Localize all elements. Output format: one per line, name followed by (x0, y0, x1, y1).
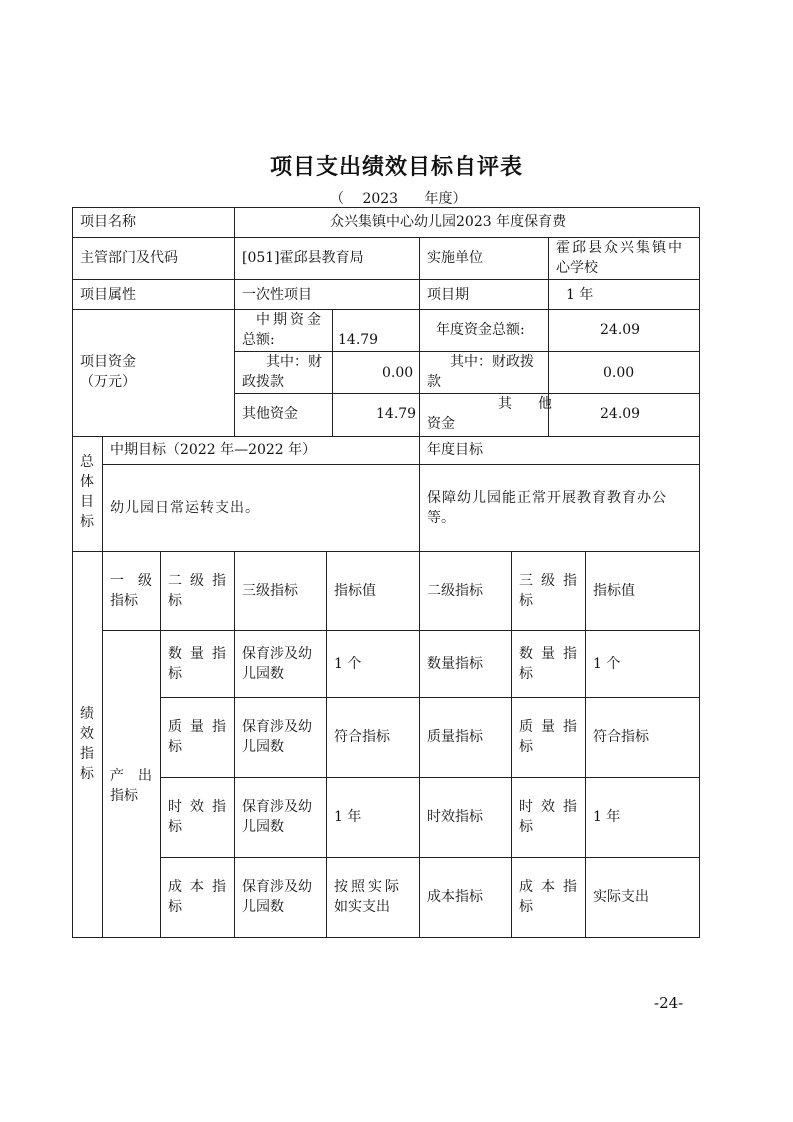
row2-level3b-line2: 标 (519, 739, 533, 755)
row3-level3-line2: 儿园数 (242, 819, 284, 835)
row4-level3b-line1: 成本指 (519, 879, 585, 895)
row2-level3-line2: 儿园数 (242, 739, 284, 755)
row4-level3-line1: 保育涉及幼 (242, 879, 312, 895)
mid-total-label-line1: 中期资金 (256, 312, 324, 328)
year-open: （ (330, 191, 344, 207)
funds-label-line2: （万元） (80, 374, 136, 390)
row3-valueb: 1 年 (593, 809, 621, 825)
annual-goal-text-line2: 等。 (427, 510, 455, 526)
header-valueb: 指标值 (593, 583, 635, 599)
header-level2-line1: 二级指 (168, 573, 234, 589)
header-level3b-line1: 三级指 (519, 573, 585, 589)
dept-value: [051]霍邱县教育局 (242, 250, 364, 266)
overall-label-char-1: 总 (80, 454, 94, 470)
header-level1-line2: 指标 (110, 593, 138, 609)
annual-fiscal-value: 0.00 (603, 365, 635, 381)
mid-other-value: 14.79 (376, 406, 417, 422)
annual-goal-text-line1: 保障幼儿园能正常开展教育教育办公 (427, 490, 667, 506)
annual-goal-header: 年度目标 (427, 442, 483, 458)
row3-level3-line1: 保育涉及幼 (242, 799, 312, 815)
project-name-value: 众兴集镇中心幼儿园2023 年度保育费 (330, 214, 567, 230)
row1-level3b-line2: 标 (519, 666, 533, 682)
row4-valueb: 实际支出 (593, 889, 649, 905)
mid-fiscal-value: 0.00 (382, 365, 414, 381)
row1-level2-line2: 标 (168, 666, 182, 682)
indicators-label-char-4: 标 (80, 766, 94, 782)
row4-level2-line2: 标 (168, 899, 182, 915)
funds-label-line1: 项目资金 (80, 354, 136, 370)
row1-level2-line1: 数量指 (168, 646, 234, 662)
impl-value-line1: 霍邱县众兴集镇中 (556, 240, 684, 256)
annual-fiscal-label-line2: 款 (427, 374, 441, 390)
indicators-label-char-2: 效 (80, 726, 94, 742)
page-title: 项目支出绩效目标自评表 (269, 155, 523, 180)
annual-fiscal-label-line1: 其中：财政拨 (450, 354, 534, 370)
project-name-label: 项目名称 (80, 214, 136, 230)
header-level3b-line2: 标 (519, 593, 533, 609)
annual-total-value: 24.09 (600, 322, 641, 338)
mid-fiscal-label-line2: 政拨款 (242, 374, 284, 390)
row3-level2-line1: 时效指 (168, 799, 234, 815)
indicators-label-char-3: 指 (80, 746, 94, 762)
row3-level2-line2: 标 (168, 819, 182, 835)
annual-other-label-line1: 其 他 (498, 396, 558, 412)
row4-value-line1: 按照实际 (334, 879, 402, 895)
dept-label: 主管部门及代码 (80, 250, 178, 266)
row1-level3-line2: 儿园数 (242, 666, 284, 682)
row4-level2-line1: 成本指 (168, 879, 234, 895)
header-level2-line2: 标 (168, 593, 182, 609)
row3-level2b: 时效指标 (427, 809, 483, 825)
period-label: 项目期 (427, 287, 469, 303)
impl-label: 实施单位 (427, 250, 483, 266)
row2-level3-line1: 保育涉及幼 (242, 719, 312, 735)
row2-level3b-line1: 质量指 (519, 719, 585, 735)
attr-label: 项目属性 (80, 287, 136, 303)
row2-valueb: 符合指标 (593, 729, 649, 745)
row4-level3-line2: 儿园数 (242, 899, 284, 915)
row3-value-line1: 1 年 (334, 809, 362, 825)
year-value: 2023 (362, 191, 399, 207)
header-level3: 三级指标 (242, 583, 298, 599)
overall-label-char-3: 目 (80, 494, 94, 510)
annual-other-label-line2: 资金 (427, 416, 455, 432)
mid-total-label-line2: 总额: (242, 332, 275, 348)
row3-level3b-line2: 标 (519, 819, 533, 835)
row1-level3-line1: 保育涉及幼 (242, 646, 312, 662)
mid-goal-header: 中期目标（2022 年—2022 年） (110, 442, 317, 458)
mid-goal-text: 幼儿园日常运转支出。 (110, 500, 260, 516)
row4-level2b: 成本指标 (427, 889, 483, 905)
output-label-line1: 产 出 (110, 768, 152, 784)
row1-level3b-line1: 数量指 (519, 646, 585, 662)
mid-total-value: 14.79 (338, 332, 379, 348)
annual-total-label: 年度资金总额: (436, 322, 525, 338)
overall-label-char-2: 体 (80, 474, 94, 490)
header-value: 指标值 (334, 583, 376, 599)
row2-level2b: 质量指标 (427, 729, 483, 745)
mid-fiscal-label-line1: 其中：财 (266, 354, 322, 370)
overall-label-char-4: 标 (80, 514, 94, 530)
page-number: -24- (654, 994, 684, 1012)
attr-value: 一次性项目 (242, 287, 312, 303)
year-suffix: 年度） (424, 191, 467, 207)
row4-value-line2: 如实支出 (334, 899, 390, 915)
row1-level2b: 数量指标 (427, 656, 483, 672)
row4-level3b-line2: 标 (519, 899, 533, 915)
row1-valueb: 1 个 (593, 656, 621, 672)
row2-value-line1: 符合指标 (334, 729, 390, 745)
year-line (330, 188, 467, 208)
period-value: 1 年 (566, 287, 594, 303)
annual-other-value: 24.09 (600, 406, 641, 422)
header-level2b: 二级指标 (427, 583, 483, 599)
row2-level2-line2: 标 (168, 739, 182, 755)
indicators-label-char-1: 绩 (80, 706, 94, 722)
row3-level3b-line1: 时效指 (519, 799, 585, 815)
row2-level2-line1: 质量指 (168, 719, 234, 735)
header-level1-line1: 一 级 (110, 573, 152, 589)
mid-other-label: 其他资金 (242, 406, 298, 422)
impl-value-line2: 心学校 (556, 260, 598, 276)
row1-value-line1: 1 个 (334, 656, 362, 672)
output-label-line2: 指标 (110, 788, 138, 804)
